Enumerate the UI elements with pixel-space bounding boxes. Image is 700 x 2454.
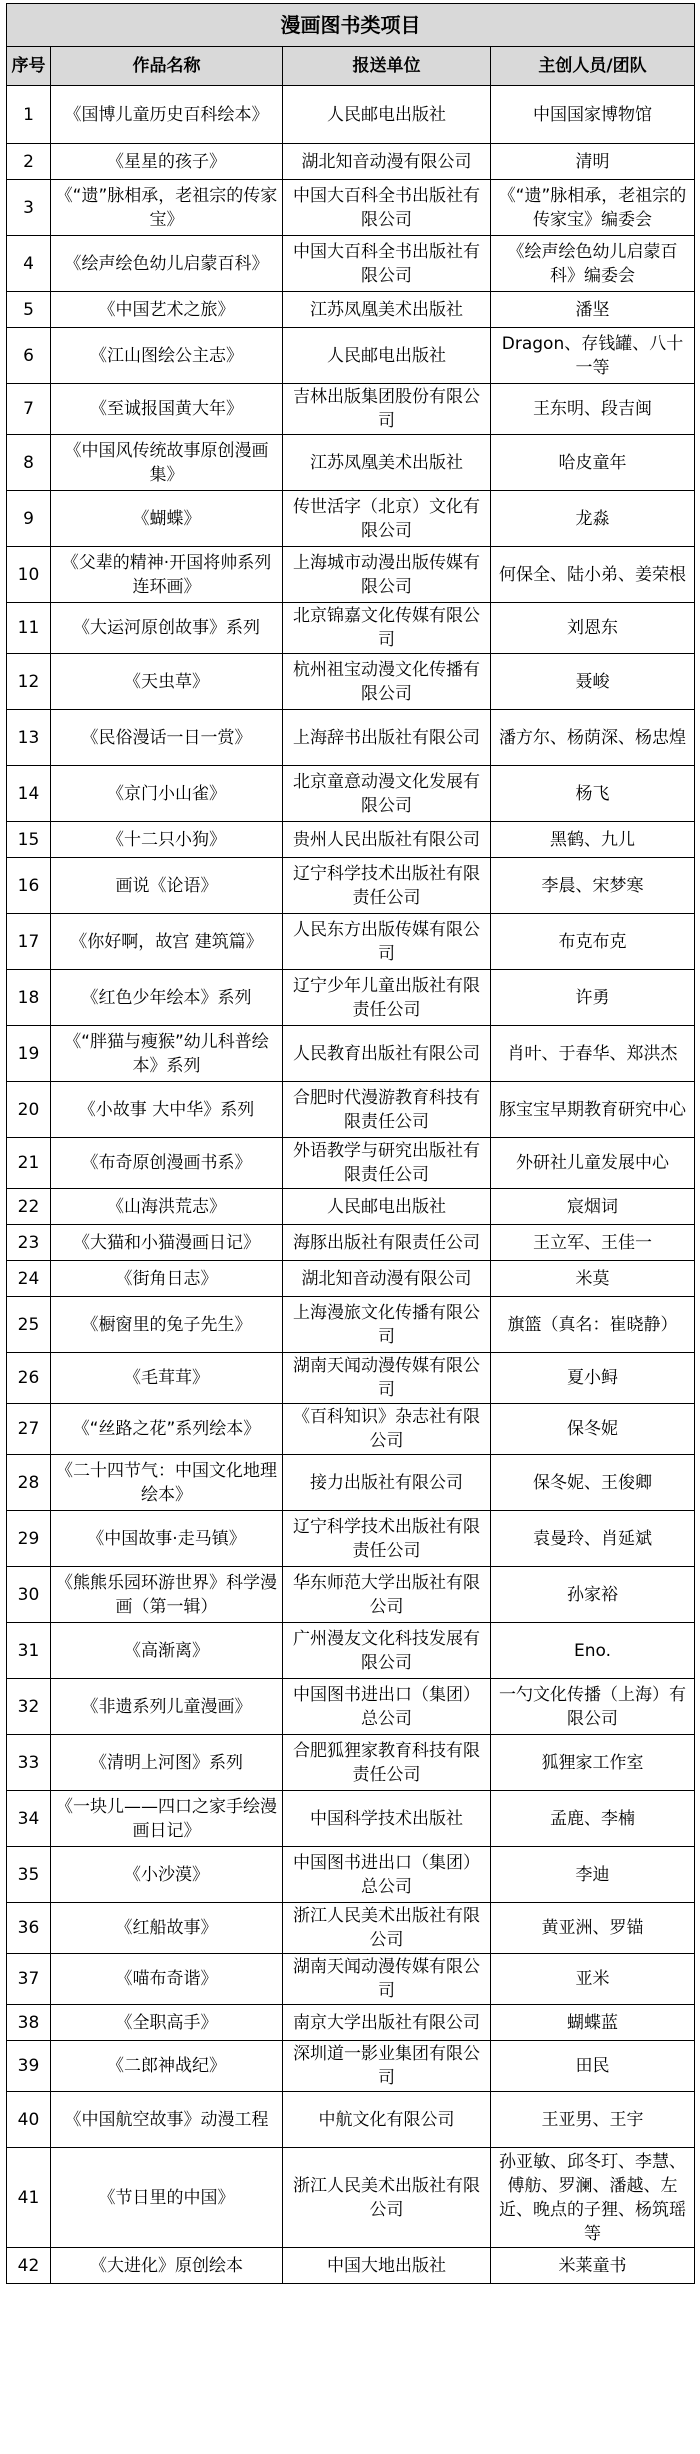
row-index: 31 xyxy=(7,1623,51,1679)
publisher: 上海辞书出版社有限公司 xyxy=(283,710,491,766)
row-index: 9 xyxy=(7,491,51,547)
row-index: 23 xyxy=(7,1225,51,1261)
work-title: 《父辈的精神·开国将帅系列连环画》 xyxy=(51,547,283,603)
publisher: 上海城市动漫出版传媒有限公司 xyxy=(283,547,491,603)
publisher: 《百科知识》杂志社有限公司 xyxy=(283,1404,491,1455)
table-row xyxy=(7,822,695,858)
table-row xyxy=(7,2248,695,2284)
row-index: 35 xyxy=(7,1847,51,1903)
table-row xyxy=(7,710,695,766)
publisher: 人民邮电出版社 xyxy=(283,328,491,384)
table-row xyxy=(7,858,695,914)
publisher: 中国大地出版社 xyxy=(283,2248,491,2284)
table-row xyxy=(7,914,695,970)
creators: 黑鹤、九儿 xyxy=(491,822,695,858)
table-row xyxy=(7,970,695,1026)
publisher: 中国图书进出口（集团）总公司 xyxy=(283,1847,491,1903)
work-title: 《绘声绘色幼儿启蒙百科》 xyxy=(51,236,283,292)
table-row xyxy=(7,236,695,292)
table-row xyxy=(7,2005,695,2041)
creators: 李晨、宋梦寒 xyxy=(491,858,695,914)
row-index: 30 xyxy=(7,1567,51,1623)
creators: 保冬妮、王俊卿 xyxy=(491,1455,695,1511)
row-index: 27 xyxy=(7,1404,51,1455)
row-index: 17 xyxy=(7,914,51,970)
publisher: 辽宁科学技术出版社有限责任公司 xyxy=(283,858,491,914)
table-row xyxy=(7,2092,695,2148)
work-title: 《你好啊，故宫 建筑篇》 xyxy=(51,914,283,970)
publisher: 中国科学技术出版社 xyxy=(283,1791,491,1847)
row-index: 34 xyxy=(7,1791,51,1847)
publisher: 江苏凤凰美术出版社 xyxy=(283,292,491,328)
work-title: 《“遗”脉相承，老祖宗的传家宝》 xyxy=(51,180,283,236)
row-index: 21 xyxy=(7,1138,51,1189)
publisher: 贵州人民出版社有限公司 xyxy=(283,822,491,858)
work-title: 《橱窗里的兔子先生》 xyxy=(51,1297,283,1353)
creators: 孟鹿、李楠 xyxy=(491,1791,695,1847)
table-row xyxy=(7,144,695,180)
publisher: 华东师范大学出版社有限公司 xyxy=(283,1567,491,1623)
creators: 杨飞 xyxy=(491,766,695,822)
publisher: 江苏凤凰美术出版社 xyxy=(283,435,491,491)
row-index: 40 xyxy=(7,2092,51,2148)
work-title: 《红色少年绘本》系列 xyxy=(51,970,283,1026)
publisher: 中国大百科全书出版社有限公司 xyxy=(283,236,491,292)
table-row xyxy=(7,1791,695,1847)
publisher: 合肥时代漫游教育科技有限责任公司 xyxy=(283,1082,491,1138)
work-title: 《清明上河图》系列 xyxy=(51,1735,283,1791)
work-title: 《红船故事》 xyxy=(51,1903,283,1954)
creators: 米莫 xyxy=(491,1261,695,1297)
creators: 王东明、段吉闽 xyxy=(491,384,695,435)
work-title: 《蝴蝶》 xyxy=(51,491,283,547)
publisher: 吉林出版集团股份有限公司 xyxy=(283,384,491,435)
header-publisher: 报送单位 xyxy=(283,47,491,86)
work-title: 《中国故事·走马镇》 xyxy=(51,1511,283,1567)
work-title: 《大运河原创故事》系列 xyxy=(51,603,283,654)
work-title: 《中国艺术之旅》 xyxy=(51,292,283,328)
table-row xyxy=(7,491,695,547)
publisher: 中国大百科全书出版社有限公司 xyxy=(283,180,491,236)
creators: 一勺文化传播（上海）有限公司 xyxy=(491,1679,695,1735)
row-index: 42 xyxy=(7,2248,51,2284)
creators: 保冬妮 xyxy=(491,1404,695,1455)
work-title: 《至诚报国黄大年》 xyxy=(51,384,283,435)
creators: 许勇 xyxy=(491,970,695,1026)
creators: 中国国家博物馆 xyxy=(491,86,695,144)
row-index: 22 xyxy=(7,1189,51,1225)
row-index: 20 xyxy=(7,1082,51,1138)
table-row xyxy=(7,1189,695,1225)
work-title: 《大进化》原创绘本 xyxy=(51,2248,283,2284)
table-row xyxy=(7,1567,695,1623)
row-index: 26 xyxy=(7,1353,51,1404)
row-index: 16 xyxy=(7,858,51,914)
table-row xyxy=(7,2041,695,2092)
row-index: 2 xyxy=(7,144,51,180)
table-row xyxy=(7,292,695,328)
work-title: 《毛茸茸》 xyxy=(51,1353,283,1404)
creators: 清明 xyxy=(491,144,695,180)
table-row xyxy=(7,547,695,603)
work-title: 《二郎神战纪》 xyxy=(51,2041,283,2092)
row-index: 41 xyxy=(7,2148,51,2248)
table-row xyxy=(7,766,695,822)
creators: 布克布克 xyxy=(491,914,695,970)
header-title: 作品名称 xyxy=(51,47,283,86)
work-title: 《中国航空故事》动漫工程 xyxy=(51,2092,283,2148)
creators: 潘方尔、杨荫深、杨忠煌 xyxy=(491,710,695,766)
publisher: 接力出版社有限公司 xyxy=(283,1455,491,1511)
row-index: 13 xyxy=(7,710,51,766)
creators: 刘恩东 xyxy=(491,603,695,654)
creators: 狐狸家工作室 xyxy=(491,1735,695,1791)
publisher: 人民邮电出版社 xyxy=(283,1189,491,1225)
table-row xyxy=(7,1353,695,1404)
table-row xyxy=(7,1404,695,1455)
publisher: 合肥狐狸家教育科技有限责任公司 xyxy=(283,1735,491,1791)
table-row xyxy=(7,435,695,491)
creators: 黄亚洲、罗锚 xyxy=(491,1903,695,1954)
publisher: 湖北知音动漫有限公司 xyxy=(283,144,491,180)
row-index: 4 xyxy=(7,236,51,292)
table-row xyxy=(7,1735,695,1791)
work-title: 《京门小山雀》 xyxy=(51,766,283,822)
publisher: 上海漫旅文化传播有限公司 xyxy=(283,1297,491,1353)
table-header-row xyxy=(7,47,695,86)
creators: 孙亚敏、邱冬玎、李慧、傅舫、罗澜、潘越、左近、晚点的子狸、杨筑瑶等 xyxy=(491,2148,695,2248)
publisher: 浙江人民美术出版社有限公司 xyxy=(283,2148,491,2248)
publisher: 北京童意动漫文化发展有限公司 xyxy=(283,766,491,822)
table-row xyxy=(7,1082,695,1138)
publisher: 中航文化有限公司 xyxy=(283,2092,491,2148)
publisher: 辽宁科学技术出版社有限责任公司 xyxy=(283,1511,491,1567)
publisher: 海豚出版社有限责任公司 xyxy=(283,1225,491,1261)
table-row xyxy=(7,654,695,710)
row-index: 14 xyxy=(7,766,51,822)
publisher: 南京大学出版社有限公司 xyxy=(283,2005,491,2041)
row-index: 8 xyxy=(7,435,51,491)
creators: 哈皮童年 xyxy=(491,435,695,491)
row-index: 6 xyxy=(7,328,51,384)
table-row xyxy=(7,1954,695,2005)
row-index: 3 xyxy=(7,180,51,236)
row-index: 25 xyxy=(7,1297,51,1353)
work-title: 《全职高手》 xyxy=(51,2005,283,2041)
creators: 何保全、陆小弟、姜荣根 xyxy=(491,547,695,603)
work-title: 《小沙漠》 xyxy=(51,1847,283,1903)
work-title: 《小故事 大中华》系列 xyxy=(51,1082,283,1138)
work-title: 《高渐离》 xyxy=(51,1623,283,1679)
work-title: 画说《论语》 xyxy=(51,858,283,914)
row-index: 15 xyxy=(7,822,51,858)
row-index: 12 xyxy=(7,654,51,710)
work-title: 《一块儿——四口之家手绘漫画日记》 xyxy=(51,1791,283,1847)
header-index: 序号 xyxy=(7,47,51,86)
row-index: 39 xyxy=(7,2041,51,2092)
table-row xyxy=(7,180,695,236)
publisher: 北京锦嘉文化传媒有限公司 xyxy=(283,603,491,654)
creators: 夏小鲟 xyxy=(491,1353,695,1404)
work-title: 《二十四节气：中国文化地理绘本》 xyxy=(51,1455,283,1511)
publisher: 中国图书进出口（集团）总公司 xyxy=(283,1679,491,1735)
publisher: 传世活字（北京）文化有限公司 xyxy=(283,491,491,547)
row-index: 18 xyxy=(7,970,51,1026)
row-index: 19 xyxy=(7,1026,51,1082)
publisher: 外语教学与研究出版社有限责任公司 xyxy=(283,1138,491,1189)
creators: 潘坚 xyxy=(491,292,695,328)
creators: 宸烟词 xyxy=(491,1189,695,1225)
table-row xyxy=(7,1261,695,1297)
publisher: 人民东方出版传媒有限公司 xyxy=(283,914,491,970)
creators: 孙家裕 xyxy=(491,1567,695,1623)
table-row xyxy=(7,1138,695,1189)
work-title: 《喵布奇谐》 xyxy=(51,1954,283,2005)
row-index: 10 xyxy=(7,547,51,603)
creators: 王立军、王佳一 xyxy=(491,1225,695,1261)
work-title: 《江山图绘公主志》 xyxy=(51,328,283,384)
publisher: 湖南天闻动漫传媒有限公司 xyxy=(283,1954,491,2005)
table-row xyxy=(7,1679,695,1735)
work-title: 《非遗系列儿童漫画》 xyxy=(51,1679,283,1735)
table-row xyxy=(7,1511,695,1567)
creators: 蝴蝶蓝 xyxy=(491,2005,695,2041)
work-title: 《街角日志》 xyxy=(51,1261,283,1297)
publisher: 杭州祖宝动漫文化传播有限公司 xyxy=(283,654,491,710)
publisher: 湖南天闻动漫传媒有限公司 xyxy=(283,1353,491,1404)
publisher: 人民邮电出版社 xyxy=(283,86,491,144)
table-row xyxy=(7,603,695,654)
row-index: 33 xyxy=(7,1735,51,1791)
row-index: 36 xyxy=(7,1903,51,1954)
table-row xyxy=(7,1225,695,1261)
table-row xyxy=(7,1903,695,1954)
table-body xyxy=(7,86,695,2284)
work-title: 《天虫草》 xyxy=(51,654,283,710)
creators: 聂峻 xyxy=(491,654,695,710)
row-index: 5 xyxy=(7,292,51,328)
row-index: 38 xyxy=(7,2005,51,2041)
work-title: 《山海洪荒志》 xyxy=(51,1189,283,1225)
table-title-row xyxy=(7,4,695,47)
creators: 李迪 xyxy=(491,1847,695,1903)
table-row xyxy=(7,328,695,384)
work-title: 《十二只小狗》 xyxy=(51,822,283,858)
work-title: 《熊熊乐园环游世界》科学漫画（第一辑） xyxy=(51,1567,283,1623)
creators: 《“遗”脉相承，老祖宗的传家宝》编委会 xyxy=(491,180,695,236)
row-index: 1 xyxy=(7,86,51,144)
header-creators: 主创人员/团队 xyxy=(491,47,695,86)
creators: 旗篮（真名：崔晓静） xyxy=(491,1297,695,1353)
work-title: 《“丝路之花”系列绘本》 xyxy=(51,1404,283,1455)
creators: Eno. xyxy=(491,1623,695,1679)
creators: 外研社儿童发展中心 xyxy=(491,1138,695,1189)
table-title: 漫画图书类项目 xyxy=(7,4,695,47)
table-row xyxy=(7,384,695,435)
table-row xyxy=(7,1623,695,1679)
work-title: 《“胖猫与瘦猴”幼儿科普绘本》系列 xyxy=(51,1026,283,1082)
publisher: 人民教育出版社有限公司 xyxy=(283,1026,491,1082)
creators: Dragon、存钱罐、八十一等 xyxy=(491,328,695,384)
creators: 豚宝宝早期教育研究中心 xyxy=(491,1082,695,1138)
row-index: 7 xyxy=(7,384,51,435)
work-title: 《星星的孩子》 xyxy=(51,144,283,180)
comic-books-table xyxy=(6,3,695,2284)
creators: 肖叶、于春华、郑洪杰 xyxy=(491,1026,695,1082)
publisher: 湖北知音动漫有限公司 xyxy=(283,1261,491,1297)
table-row xyxy=(7,1297,695,1353)
work-title: 《民俗漫话一日一赏》 xyxy=(51,710,283,766)
work-title: 《大猫和小猫漫画日记》 xyxy=(51,1225,283,1261)
creators: 袁曼玲、肖延斌 xyxy=(491,1511,695,1567)
creators: 王亚男、王宇 xyxy=(491,2092,695,2148)
work-title: 《国博儿童历史百科绘本》 xyxy=(51,86,283,144)
work-title: 《布奇原创漫画书系》 xyxy=(51,1138,283,1189)
publisher: 广州漫友文化科技发展有限公司 xyxy=(283,1623,491,1679)
creators: 田民 xyxy=(491,2041,695,2092)
table-row xyxy=(7,1026,695,1082)
row-index: 11 xyxy=(7,603,51,654)
work-title: 《节日里的中国》 xyxy=(51,2148,283,2248)
row-index: 28 xyxy=(7,1455,51,1511)
row-index: 32 xyxy=(7,1679,51,1735)
row-index: 29 xyxy=(7,1511,51,1567)
publisher: 辽宁少年儿童出版社有限责任公司 xyxy=(283,970,491,1026)
creators: 《绘声绘色幼儿启蒙百科》编委会 xyxy=(491,236,695,292)
table-row xyxy=(7,2148,695,2248)
work-title: 《中国风传统故事原创漫画集》 xyxy=(51,435,283,491)
publisher: 浙江人民美术出版社有限公司 xyxy=(283,1903,491,1954)
publisher: 深圳道一影业集团有限公司 xyxy=(283,2041,491,2092)
row-index: 24 xyxy=(7,1261,51,1297)
row-index: 37 xyxy=(7,1954,51,2005)
creators: 亚米 xyxy=(491,1954,695,2005)
creators: 龙淼 xyxy=(491,491,695,547)
table-row xyxy=(7,86,695,144)
table-row xyxy=(7,1847,695,1903)
creators: 米莱童书 xyxy=(491,2248,695,2284)
table-row xyxy=(7,1455,695,1511)
